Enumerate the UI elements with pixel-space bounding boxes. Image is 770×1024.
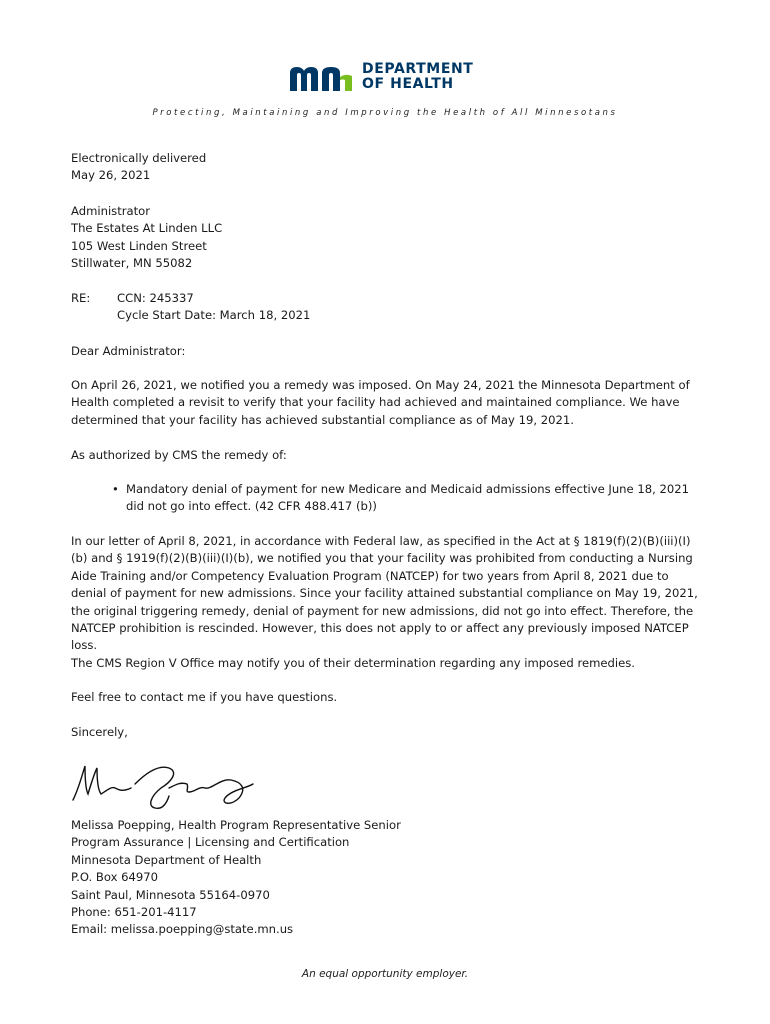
mdh-logo bbox=[288, 62, 488, 96]
signature-icon bbox=[71, 758, 261, 818]
sender-name-title: Melissa Poepping, Health Program Representative Senior bbox=[71, 818, 401, 832]
recipient-city: Stillwater, MN 55082 bbox=[71, 256, 193, 271]
paragraph-5: Feel free to contact me if you have questions. bbox=[71, 690, 338, 704]
sender-pobox: P.O. Box 64970 bbox=[71, 870, 159, 885]
sender-email: Email: melissa.poepping@state.mn.us bbox=[71, 922, 294, 937]
sender-block bbox=[71, 817, 401, 939]
letter-date: May 26, 2021 bbox=[71, 168, 151, 183]
paragraph-2: As authorized by CMS the remedy of: bbox=[71, 448, 287, 462]
bullet-icon: • bbox=[112, 482, 119, 496]
logo-wordmark bbox=[362, 62, 473, 92]
sender-city: Saint Paul, Minnesota 55164-0970 bbox=[71, 887, 270, 902]
mn-logo-icon bbox=[288, 64, 354, 92]
recipient-street: 105 West Linden Street bbox=[71, 238, 207, 253]
recipient-title: Administrator bbox=[71, 204, 151, 218]
recipient-address bbox=[71, 203, 222, 273]
handwritten-signature bbox=[71, 758, 261, 822]
salutation: Dear Administrator: bbox=[71, 344, 186, 358]
logo-line-2: OF HEALTH bbox=[362, 76, 454, 92]
delivery-method: Electronically delivered bbox=[71, 151, 207, 165]
remedy-bullet bbox=[114, 481, 699, 516]
eeo-statement: An equal opportunity employer. bbox=[301, 968, 469, 980]
sender-phone: Phone: 651-201-4117 bbox=[71, 905, 197, 920]
re-label: RE: bbox=[71, 291, 91, 305]
recipient-facility: The Estates At Linden LLC bbox=[71, 221, 223, 236]
tagline: Protecting, Maintaining and Improving the Health of All Minnesotans bbox=[152, 108, 618, 118]
re-cycle-date: Cycle Start Date: March 18, 2021 bbox=[117, 308, 311, 323]
sender-org: Minnesota Department of Health bbox=[71, 852, 262, 867]
paragraph-4: The CMS Region V Office may notify you of their determination regarding any imposed remedies. bbox=[71, 656, 635, 670]
paragraph-3: In our letter of April 8, 2021, in accordance with Federal law, as specified in the Act at § 1819(f)(2)(B)(iii)(I)(b) and § 1919(f)(2)(B)(iii)(I)(b), we notified you that your facility was prohibited from conducting a Nursing Aide Training and/or Competency Evaluation Program (NATCEP) for two years from April 8, 2021 due to denial of payment for new admissions. Since your facility attained substantial compliance on May 19, 2021, the original triggering remedy, denial of payment for new admissions, did not go into effect. Therefore, the NATCEP prohibition is rescinded. However, this does not apply to or affect any previously imposed NATCEP loss. bbox=[71, 534, 698, 653]
paragraph-1: On April 26, 2021, we notified you a remedy was imposed. On May 24, 2021 the Minnesota Department of Health completed a revisit to verify that your facility had achieved and maintained compliance. We have determined that your facility has achieved substantial compliance as of May 19, 2021. bbox=[71, 378, 690, 427]
re-ccn: CCN: 245337 bbox=[117, 291, 194, 305]
remedy-bullet-text: Mandatory denial of payment for new Medicare and Medicaid admissions effective June 18, 2021 did not go into effect. (42 CFR 488.417 (b)) bbox=[126, 482, 689, 514]
sender-unit: Program Assurance | Licensing and Certification bbox=[71, 835, 350, 850]
closing: Sincerely, bbox=[71, 725, 128, 739]
delivery-block bbox=[71, 150, 206, 185]
logo-line-1: DEPARTMENT bbox=[362, 61, 474, 77]
